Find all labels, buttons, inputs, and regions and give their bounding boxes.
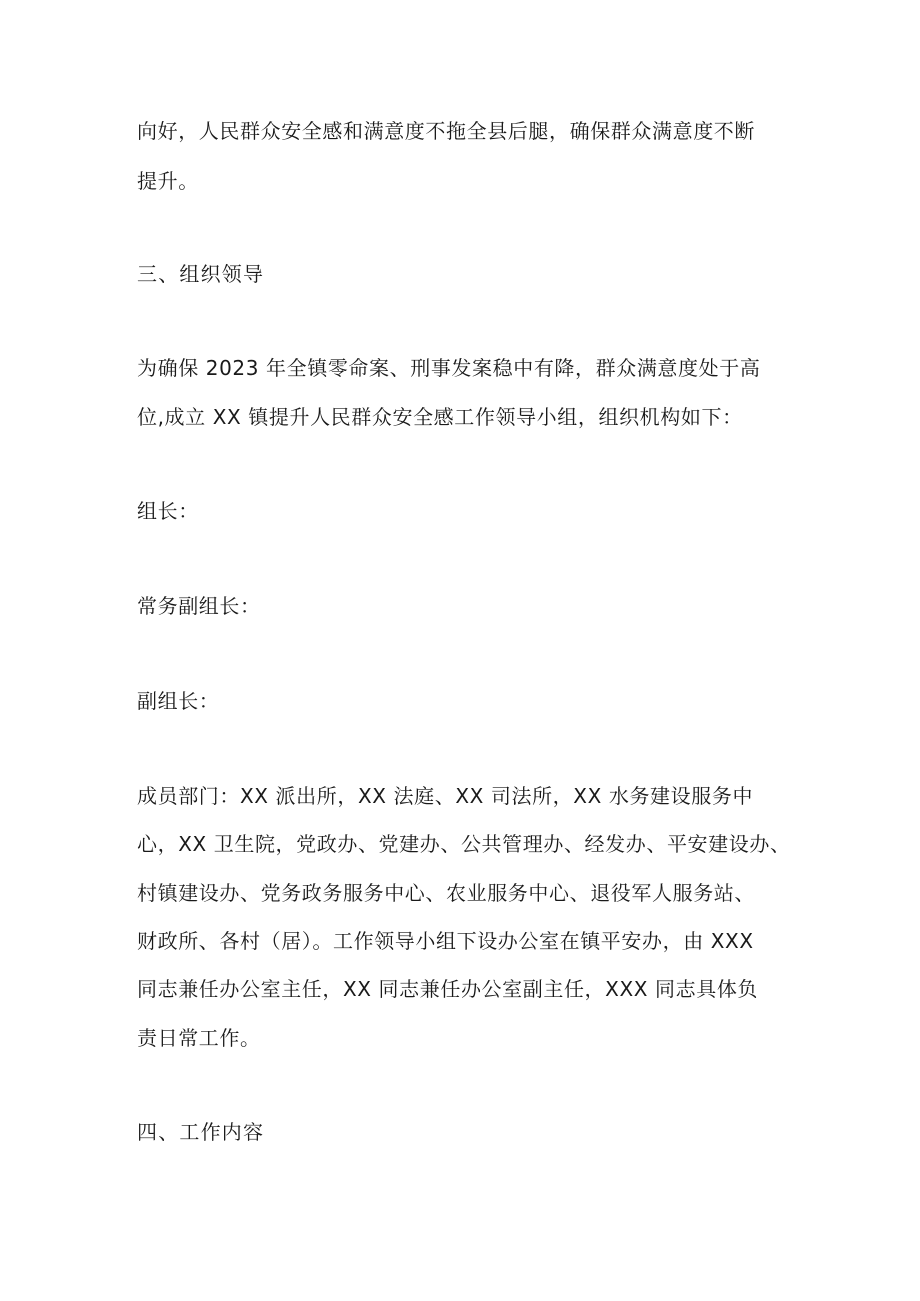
members-line-5: 同志兼任办公室主任，XX 同志兼任办公室副主任，XXX 同志具体负 (137, 977, 759, 1001)
members-line-3: 村镇建设办、党务政务服务中心、农业服务中心、退役军人服务站、 (137, 881, 755, 905)
paragraph-2-line-1: 为确保 2023 年全镇零命案、刑事发案稳中有降，群众满意度处于高 (137, 356, 761, 380)
members-line-1: 成员部门：XX 派出所，XX 法庭、XX 司法所，XX 水务建设服务中 (137, 784, 754, 808)
leader-line: 组长： (137, 499, 199, 523)
section-heading-3: 三、组织领导 (137, 262, 265, 286)
members-line-6: 责日常工作。 (137, 1026, 261, 1050)
vice-leader-line: 副组长： (137, 689, 220, 713)
members-line-4: 财政所、各村（居）。工作领导小组下设办公室在镇平安办，由 XXX (137, 929, 754, 953)
paragraph-1-line-2: 提升。 (137, 169, 199, 193)
members-line-2: 心，XX 卫生院，党政办、党建办、公共管理办、经发办、平安建设办、 (137, 832, 791, 856)
exec-vice-leader-line: 常务副组长： (137, 594, 261, 618)
section-heading-4: 四、工作内容 (137, 1120, 265, 1144)
paragraph-1-line-1: 向好，人民群众安全感和满意度不拖全县后腿，确保群众满意度不断 (137, 119, 755, 143)
paragraph-2-line-2: 位,成立 XX 镇提升人民群众安全感工作领导小组，组织机构如下： (137, 405, 743, 429)
